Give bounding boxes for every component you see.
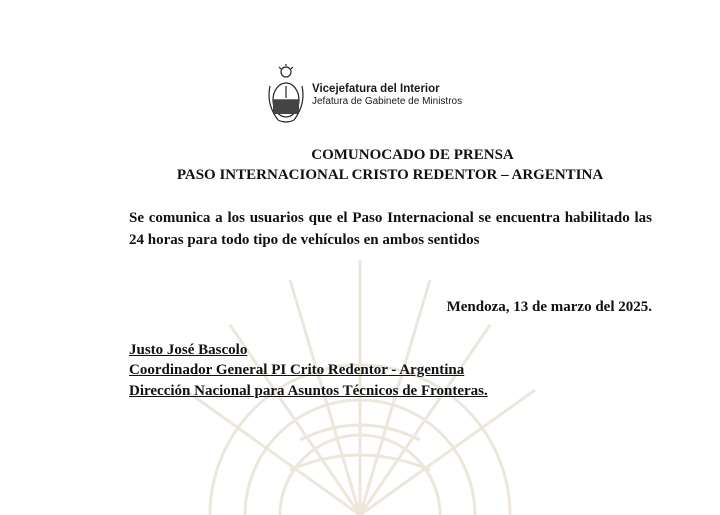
document-subtitle: PASO INTERNACIONAL CRISTO REDENTOR – ARGENTINA bbox=[176, 167, 604, 183]
organization-subtitle: Jefatura de Gabinete de Ministros bbox=[312, 95, 463, 107]
document-date: Mendoza, 13 de marzo del 2025. bbox=[446, 299, 652, 315]
organization-block bbox=[312, 83, 462, 108]
organization-name: Vicejefatura del Interior bbox=[312, 82, 440, 95]
signatory-name: Justo José Bascolo bbox=[129, 342, 248, 358]
document-title: COMUNOCADO DE PRENSA bbox=[311, 147, 514, 163]
signatory-department: Dirección Nacional para Asuntos Técnicos de Fronteras. bbox=[129, 383, 488, 399]
argentina-coat-of-arms-icon bbox=[266, 64, 306, 126]
signatory-role: Coordinador General PI Crito Redentor - Argentina bbox=[129, 362, 465, 378]
announcement-text: Se comunica a los usuarios que el Paso Internacional se encuentra habilitado las 24 horas para todo tipo de vehículos en ambos sentidos bbox=[129, 210, 652, 248]
letterhead bbox=[266, 64, 462, 126]
